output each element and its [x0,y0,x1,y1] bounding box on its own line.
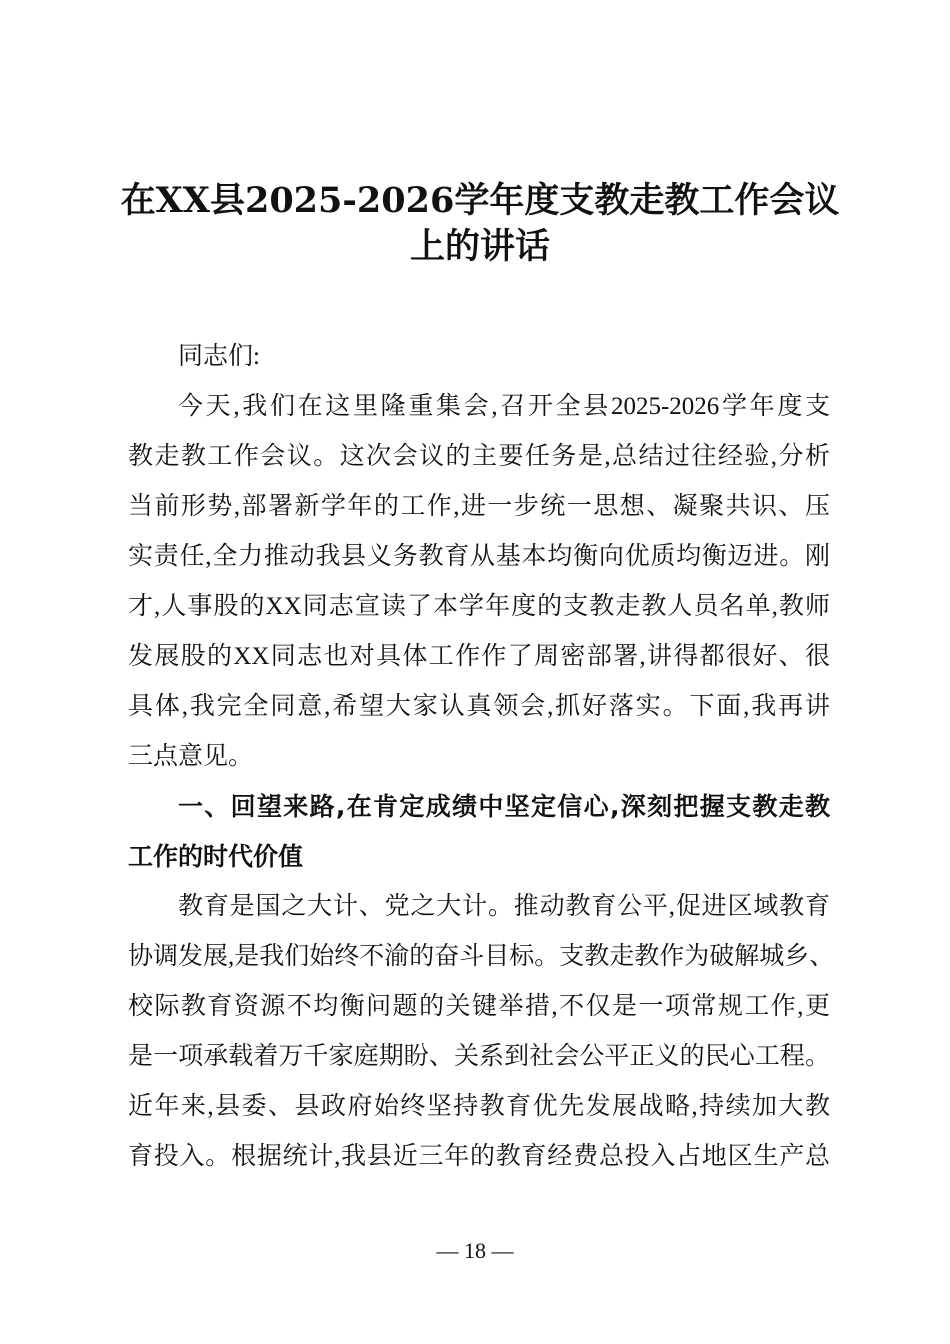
text-line: 是一项承载着万千家庭期盼、关系到社会公平正义的民心工程。 [128,1043,830,1070]
text-line: 今天,我们在这里隆重集会,召开全县2025-2026学年度支 [178,393,830,420]
text-line: 教走教工作会议。这次会议的主要任务是,总结过往经验,分析 [128,443,830,470]
text-line: 发展股的XX同志也对具体工作作了周密部署,讲得都很好、很 [128,643,830,670]
text-line: 具体,我完全同意,希望大家认真领会,抓好落实。下面,我再讲 [128,693,830,720]
document-body [128,332,835,1182]
text-line: 当前形势,部署新学年的工作,进一步统一思想、凝聚共识、压 [128,493,830,520]
document-title [120,178,840,270]
text-line: 教育是国之大计、党之大计。推动教育公平,促进区域教育 [178,893,830,920]
page-number: — 18 — [436,1238,514,1263]
text-line: 校际教育资源不均衡问题的关键举措,不仅是一项常规工作,更 [128,993,830,1020]
text-line: 实责任,全力推动我县义务教育从基本均衡向优质均衡迈进。刚 [128,543,830,570]
text-line: 同志们: [178,343,260,370]
text-line: 三点意见。 [128,743,254,770]
title-line-1: 在XX县2025-2026学年度支教走教工作会议 [120,180,840,221]
text-line: 育投入。根据统计,我县近三年的教育经费总投入占地区生产总 [128,1143,830,1170]
text-line: 才,人事股的XX同志宣读了本学年度的支教走教人员名单,教师 [128,593,830,620]
title-line-2: 上的讲话 [409,226,550,267]
text-line: 协调发展,是我们始终不渝的奋斗目标。支教走教作为破解城乡、 [128,943,835,970]
text-line: 近年来,县委、县政府始终坚持教育优先发展战略,持续加大教 [128,1093,830,1120]
section-heading-line: 工作的时代价值 [128,842,304,871]
section-heading-line: 一、回望来路,在肯定成绩中坚定信心,深刻把握支教走教 [178,792,830,821]
